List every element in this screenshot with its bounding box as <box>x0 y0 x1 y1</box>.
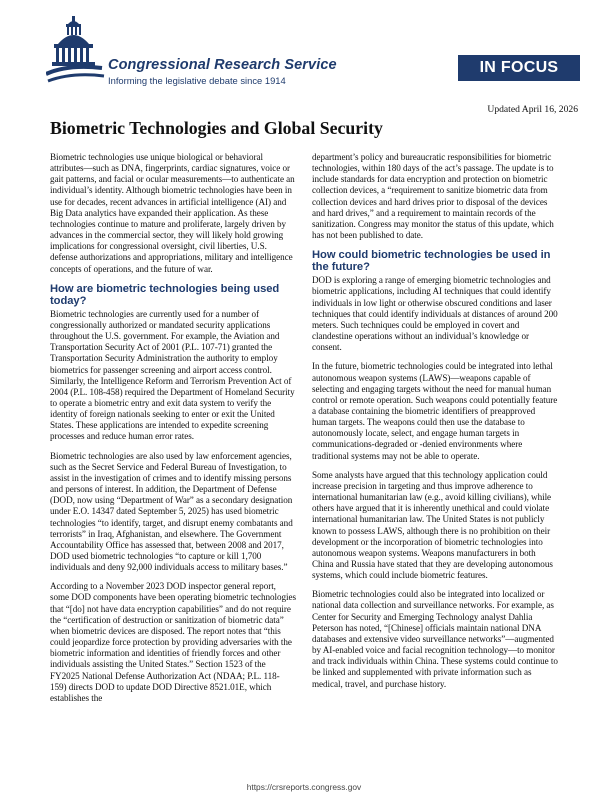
updated-date: Updated April 16, 2026 <box>487 104 578 115</box>
body-paragraph: department’s policy and bureaucratic responsibilities for biometric technologies, within 180 days of the act’s passage. The update is to include standards for data encryption and protection on biometric collection devices, a “requirement to sanitize biometric data from collection devices and hard drives prior to disposal of the devices and hard drives,” and a requirement to maintain records of the sanitization. Congress may monitor the status of this update, which has not been published to date. <box>312 152 554 241</box>
brand-title: Congressional Research Service <box>108 57 337 73</box>
body-paragraph: Biometric technologies are currently used for a number of congressionally authorized or mandated security applications throughout the U.S. government. For example, the Aviation and Transportation Security Act of 2001 (P.L. 107-71) granted the Transportation Security Administration the authority to employ biometrics for passenger screening and airport access control. Similarly, the Intelligence Reform and Terrorism Prevention Act of 2004 (P.L. 108-458) required the Department of Homeland Security to operate a biometric entry and exit data system to verify the identity of foreign nationals seeking to enter or exit the United States. These applications are intended to expedite screening processes and reduce human error rates. <box>50 308 295 442</box>
left-column <box>50 152 296 712</box>
body-paragraph: In the future, biometric technologies could be integrated into lethal autonomous weapon systems (LAWS)—weapons capable of selecting and engaging targets without the need for manual human control or remote operation. Such weapons could potentially feature a database containing the biometric identifiers of preapproved human targets. The weapons could then use the database to autonomously locate, select, and engage human targets in communications-degraded or -denied environments where traditional systems may not be able to operate. <box>312 361 558 461</box>
body-paragraph: Biometric technologies are also used by law enforcement agencies, such as the Secret Service and Federal Bureau of Investigation, to assist in the investigation of crimes and to identify missing persons and persons of interest. In addition, the Department of Defense (DOD, now using “Department of War” as a secondary designation under E.O. 14347 dated September 5, 2025) has used biometric technologies “to identify, target, and disrupt enemy combatants and terrorists” in Iraq, Afghanistan, and elsewhere. The Government Accountability Office has assessed that, between 2008 and 2017, DOD used biometric technologies “to capture or kill 1,700 individuals and deny 92,000 individuals access to military bases.” <box>50 450 293 573</box>
brand-tagline: Informing the legislative debate since 1914 <box>108 75 286 86</box>
body-paragraph: Some analysts have argued that this technology application could increase precision in targeting and thus improve adherence to international humanitarian law (e.g., avoid killing civilians), while others have argued that it is inherently unethical and could violate international humanitarian law. The United States is not publicly known to possess LAWS, although there is no prohibition on their development or the incorporation of biometric technologies into autonomous weapon systems. Weapons manufacturers in both China and Russia have stated that they are developing autonomous systems, which could include biometric features. <box>312 469 553 581</box>
document-title: Biometric Technologies and Global Security <box>50 118 383 138</box>
footer-url-link[interactable]: https://crsreports.congress.gov <box>246 782 362 792</box>
section-heading-current-use: How are biometric technologies being used today? <box>50 282 280 307</box>
page-header <box>0 0 608 100</box>
right-column <box>312 152 558 698</box>
in-focus-badge: IN FOCUS <box>458 55 580 81</box>
body-paragraph: Biometric technologies could also be integrated into localized or national data collection and surveillance networks. For example, as Center for Security and Emerging Technology analyst Dahlia Peterson has noted, “[Chinese] officials maintain national DNA databases and extensive video surveillance networks”—augmented by AI-enabled voice and facial recognition technology—to monitor and track individuals within China. These systems could continue to be linked and supplemented with private information such as medical, travel, and purchase history. <box>312 589 558 689</box>
body-paragraph: DOD is exploring a range of emerging biometric technologies and biometric applications, including AI techniques that could identify individuals in low light or otherwise obscured conditions and laser techniques that could identify individuals at distances of around 200 meters. Such techniques could be employed in covert and clandestine operations without an individual’s knowledge or consent. <box>312 275 558 353</box>
body-paragraph: According to a November 2023 DOD inspector general report, some DOD components have been operating biometric technologies that “[do] not have data encryption capabilities” and do not require the “certification of destruction or sanitization of biometric data” when biometric devices are disposed. The report notes that “this could jeopardize force protection by providing adversaries with the biometric information and identities of friendly forces and other individuals assisting the United States.” Section 1523 of the FY2025 National Defense Authorization Act (NDAA; P.L. 118-159) directs DOD to update DOD Directive 8521.01E, which establishes the <box>50 581 296 703</box>
capitol-dome-logo-icon <box>46 14 106 90</box>
intro-paragraph: Biometric technologies use unique biological or behavioral attributes—such as DNA, fingerprints, cardiac signatures, voice or gait patterns, and facial or ocular measurements—to authenticate an individual’s identity. Although biometric technologies have been in use for decades, recent advances in artificial intelligence (AI) and Big Data analytics have expanded their application. As these technologies continue to mature and proliferate, largely driven by advances in the commercial sector, they will likely hold growing implications for congressional oversight, civil liberties, U.S. defense authorizations and appropriations, military and intelligence concepts of operations, and the future of war. <box>50 152 295 274</box>
section-heading-future-use: How could biometric technologies be used in the future? <box>312 249 551 274</box>
